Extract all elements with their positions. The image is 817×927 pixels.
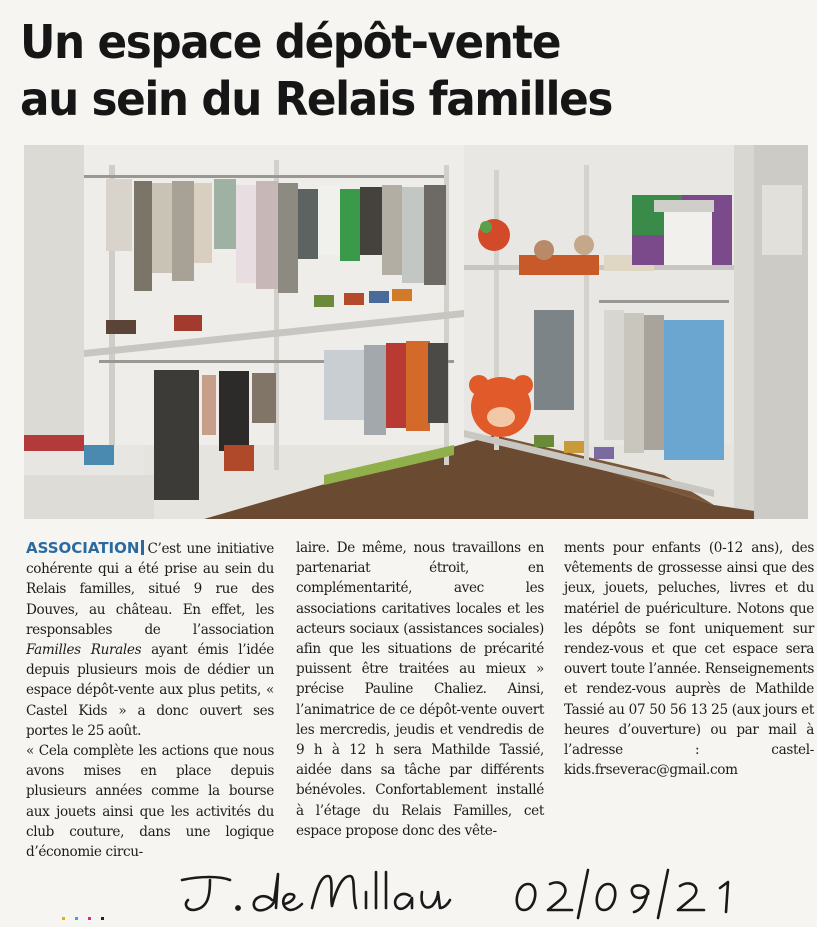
handwritten-source-date — [180, 862, 800, 922]
bleed-through-top — [40, 0, 260, 14]
headline-line-2: au sein du Relais familles — [20, 72, 612, 126]
article-photo — [24, 145, 808, 519]
column-1-lead: C’est une initiative cohérente qui a été prise au sein du Relais familles, situé 9 rue des Douves, au château. En effet, les responsables de l’association — [26, 541, 274, 638]
scan-artifact-dots — [62, 905, 114, 924]
article-body — [26, 538, 816, 868]
headline-line-1: Un espace dépôt-vente — [20, 15, 561, 69]
kicker-bar-icon — [141, 540, 144, 555]
kicker-label: ASSOCIATION — [26, 539, 140, 557]
article-headline — [20, 14, 666, 128]
association-name: Familles Rurales — [26, 642, 142, 659]
article-column-1 — [26, 538, 274, 868]
article-column-3: ments pour enfants (0-12 ans), des vêtements de grossesse ainsi que des jeux, jouets, peluches, livres et du matériel de puériculture. Notons que les dépôts se font uniquement sur rendez-vous et que cet espace sera ouvert toute l’année. Renseignements et rendez-vous auprès de Mathilde Tassié au 07 50 56 13 25 (aux jours et heures d’ouverture) ou par mail à l’adresse : castel-kids.frseverac@gmail.com — [564, 540, 814, 779]
handwritten-source-date-text — [180, 862, 800, 922]
column-1-tail: ayant émis l’idée depuis plusieurs mois de dédier un espace dépôt-vente aux plus petits, « Castel Kids » a donc ouvert ses portes le 25 août. — [26, 642, 274, 739]
column-1-quote: « Cela complète les actions que nous avons mises en place depuis plusieurs années comme la bourse aux jouets ainsi que les activités du club couture, dans une logique d’économie circu- — [26, 743, 274, 861]
article-column-2: laire. De même, nous travaillons en partenariat étroit, en complémentarité, avec les associations caritatives locales et les acteurs sociaux (assistances sociales) afin que les situations de précarité puissent être traitées au mieux » précise Pauline Chaliez. Ainsi, l’animatrice de ce dépôt-vente ouvert les mercredis, jeudis et vendredis de 9 h à 12 h sera Mathilde Tassié, aidée dans sa tâche par différents bénévoles. Confortablement installé à l’étage du Relais Familles, cet espace propose donc des vête- — [296, 540, 544, 839]
